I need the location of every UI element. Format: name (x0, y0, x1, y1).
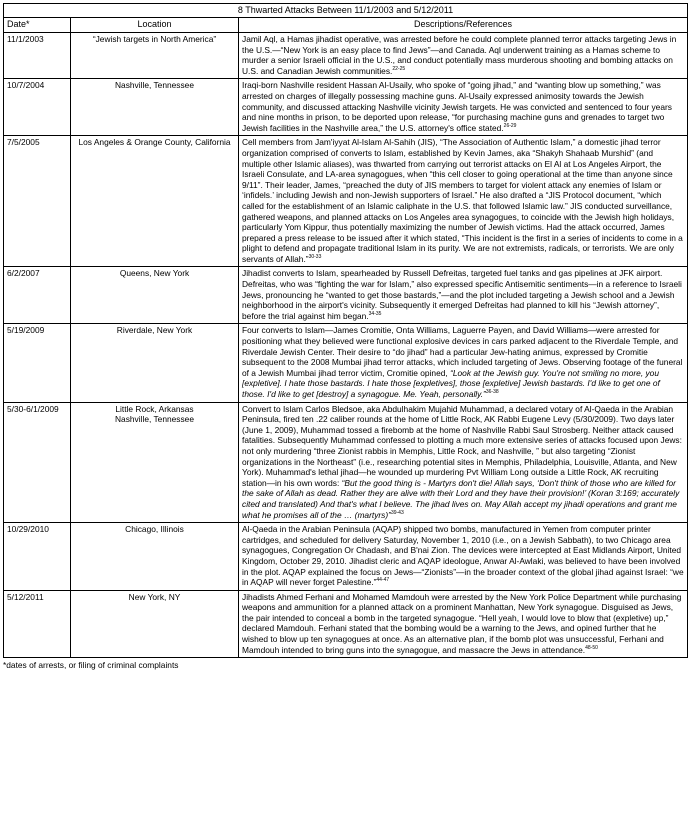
quote-text: “Look at the Jewish guy. You're not smiling no more, you [expletive]. I hate those bastards. I hate those [expletives], those [expletive] Jewish bastards. I'd like to get one of those. I'd like to get [destroy] a synagogue. Me. Yeah, personally.” (242, 367, 660, 399)
table-row (4, 324, 688, 402)
description-text: Al-Qaeda in the Arabian Peninsula (AQAP) shipped two bombs, manufactured in Yemen from computer printer cartridges, and scheduled for delivery Saturday, November 1, 2010 (i.e., on a Jewish Sabbath), to two Chicago area synagogues, Congregation Or Chadash, and B'nai Zion. The devices were intercepted at East Midlands Airport, United Kingdom, October 29, 2010. Jihadist cleric and AQAP ideologue, Anwar Al-Awlaki, was believed to have been involved in the plot. AQAP explained the focus on Jews—“Zionists”—in the broader context of the global jihad against Israel: “we in AQAP will never forget Palestine.” (242, 524, 684, 588)
description-text: Four converts to Islam—James Cromitie, Onta Williams, Laguerre Payen, and David Williams—were arrested for positioning what they believed were functional explosive devices in cars parked adjacent to the Riverdale Temple, and Riverdale Jewish Center. Their desire to “do jihad” had a particular Jew-hating animus, expressed by Cromitie subsequent to the 2008 Mumbai jihad terror attacks, which included targeting of Jews. Observing footage of the funeral of a Jewish Mumbai jihad terror victim, Cromitie opined, (242, 325, 683, 378)
row-location: Riverdale, New York (71, 324, 239, 402)
quote-text: “But the good thing is - Martyrs don't die! Allah says, ‘Don't think of those who are killed for the sake of Allah as dead. Rather they are alive with their Lord and they have their provision!’ (Koran 3:169; accurately cited and translated) And that's what I believe. The jihad lives on. May Allah accept my jihadi operations and grant me what he promises all of the … (martyrs)” (242, 477, 680, 520)
table-row (4, 590, 688, 658)
table-row (4, 79, 688, 136)
description-text: Convert to Islam Carlos Bledsoe, aka Abdulhakim Mujahid Muhammad, a declared votary of Al-Qaeda in the Arabian Peninsula, fired ten .22 caliber rounds at the home of Little Rock, AK Rabbi Eugene Levy (5/30/2009). Two days later (June 1, 2009), Muhammad tossed a firebomb at the home of Nashville Rabbi Saul Strosberg. Neither attack caused fatalities. Subsequently Muhammad confessed to plotting a much more extensive series of attacks focused upon Jews: not only murdering “three Zionist rabbis in Memphis, Little Rock, and Nashville, ” but also targeting “Zionist organizations in the Northeast” (i.e., researching potential sites in Memphis, Philadelphia, Louisville, Atlanta, and New York). Muhammad's lethal jihad—he wounded up murdering Pvt William Long outside a Little Rock, AK recruiting station—in his own words: (242, 403, 682, 488)
row-description (239, 33, 688, 79)
row-location: “Jewish targets in North America” (71, 33, 239, 79)
description-text: Jihadist converts to Islam, spearheaded by Russell Defreitas, targeted fuel tanks and gas pipelines at JFK airport. Defreitas, who was “fighting the war for Islam,” also expressed specific Antisemitic sentiments—in a reference to Israeli Jews, pronouncing he “wanted to get those bastards,”—and the plot included targeting a Jewish school and a Jewish neighborhood in the airport's vicinity. Subsequently it emerged Defreitas had planned to kill his “Jewish attorney”, before the trial against him began. (242, 268, 682, 321)
reference-superscript: 39-43 (390, 509, 404, 516)
table-row (4, 267, 688, 324)
row-location: New York, NY (71, 590, 239, 658)
reference-superscript: 26-29 (503, 122, 517, 129)
reference-superscript: 30-33 (308, 254, 322, 261)
row-date: 5/30-6/1/2009 (4, 402, 71, 523)
row-date: 5/12/2011 (4, 590, 71, 658)
row-description (239, 523, 688, 591)
footnote: *dates of arrests, or filing of criminal complaints (3, 660, 179, 671)
description-text: Cell members from Jam'iyyat Al-Islam Al-Sahih (JIS), “The Association of Authentic Islam,” a domestic jihad terror organization comprised of converts to Islam, established by Kevin James, aka “Shakyh Shahaab Murshid” (and multiple other Islamic aliases), was thwarted from carrying out terrorist attacks on El Al at Los Angeles Airport, the Israeli Consulate, and LA-area synagogues, when “this cell closer to going operational at the time than anyone since 9/11”. Their leader, James, “preached the duty of JIS members to target for violent attack any enemies of Islam or ‘infidels.’ including Jewish and non-Jewish supporters of Israel.” He also drafted a “JIS Protocol document, “which called for the establishment of an Islamic caliphate in the U.S. that followed Islamic law.” JIS conducted surveillance, gathered weapons, and planned attacks on Los Angeles area synagogues, to coincide with the Jewish high holidays, particularly Yom Kippur, thus potentially maximizing the number of Jewish victims. Had the attack occurred, James prepared a press release to be issued after it which stated, “This incident is the first in a series of incidents to come in a plight to defend and propagate traditional Islam in its purity. We are not extremists, radicals, or terrorists. We are only servants of Allah.” (242, 137, 683, 264)
description-text: Jamil Aql, a Hamas jihadist operative, was arrested before he could complete planned terror attacks targeting Jews in the U.S.—“New York is an easy place to find Jews”—and Canada. Aql underwent training as a Hamas scheme to murder a senior Israeli official in the U.S., and conduct potentially mass murderous shooting and bombing attacks on U.S. and Canadian Jewish communities. (242, 34, 677, 76)
row-date: 7/5/2005 (4, 136, 71, 267)
document (3, 3, 687, 670)
table-row (4, 402, 688, 523)
description-text: Iraqi-born Nashville resident Hassan Al-Usaily, who spoke of “going jihad,” and “wanting blow up something,” was arrested on charges of illegally possessing machine guns. Al-Usaily expressed animosity towards the Jewish community, and discussed attacking Nashville vicinity Jewish targets. He was convicted and sentenced to four years and nine months in prison, to be deported upon release, “for purchasing machine guns and grenades to target two Jewish facilities in the Nashville area,” the U.S. attorney's office stated. (242, 80, 672, 133)
table-row (4, 136, 688, 267)
description-text: Jihadists Ahmed Ferhani and Mohamed Mamdouh were arrested by the New York Police Department while purchasing weapons and ammunition for a planned attack on a prominent Manhattan, New York synagogue. Disguised as Jews, the pair intended to conceal a bomb in the targeted synagogue. “Hell yeah, I would love to blow that (expletive) up,” declared Mamdouh. Ferhani stated that the bombing would be a warning to the Jews, and opined further that he wished to blow up ten synagogues at once. As an alternative plan, if the bomb plot was unsuccessful, Ferhani and Mamdouh intended to bring guns into the synagogue, and massacre the Jews in attendance. (242, 591, 682, 655)
row-date: 10/29/2010 (4, 523, 71, 591)
row-description (239, 136, 688, 267)
header-location: Location (71, 18, 239, 33)
table-title: 8 Thwarted Attacks Between 11/1/2003 and 5/12/2011 (4, 4, 688, 18)
row-description (239, 267, 688, 324)
row-description (239, 590, 688, 658)
reference-superscript: 48-50 (585, 644, 598, 651)
row-location: Nashville, Tennessee (71, 79, 239, 136)
row-description (239, 324, 688, 402)
header-row (4, 18, 688, 33)
row-description (239, 402, 688, 523)
table-title-row (4, 4, 688, 18)
table-row (4, 523, 688, 591)
reference-superscript: 36-38 (485, 389, 499, 396)
row-date: 11/1/2003 (4, 33, 71, 79)
header-date: Date* (4, 18, 71, 33)
row-location: Chicago, Illinois (71, 523, 239, 591)
header-descriptions: Descriptions/References (239, 18, 688, 33)
row-location: Los Angeles & Orange County, California (71, 136, 239, 267)
row-description (239, 79, 688, 136)
row-location: Little Rock, Arkansas Nashville, Tennessee (71, 402, 239, 523)
reference-superscript: 44-47 (376, 577, 390, 584)
row-date: 10/7/2004 (4, 79, 71, 136)
row-date: 6/2/2007 (4, 267, 71, 324)
row-date: 5/19/2009 (4, 324, 71, 402)
attacks-table (3, 3, 688, 658)
reference-superscript: 34-35 (368, 311, 382, 318)
reference-superscript: 22-25 (392, 65, 406, 72)
row-location: Queens, New York (71, 267, 239, 324)
table-row (4, 33, 688, 79)
